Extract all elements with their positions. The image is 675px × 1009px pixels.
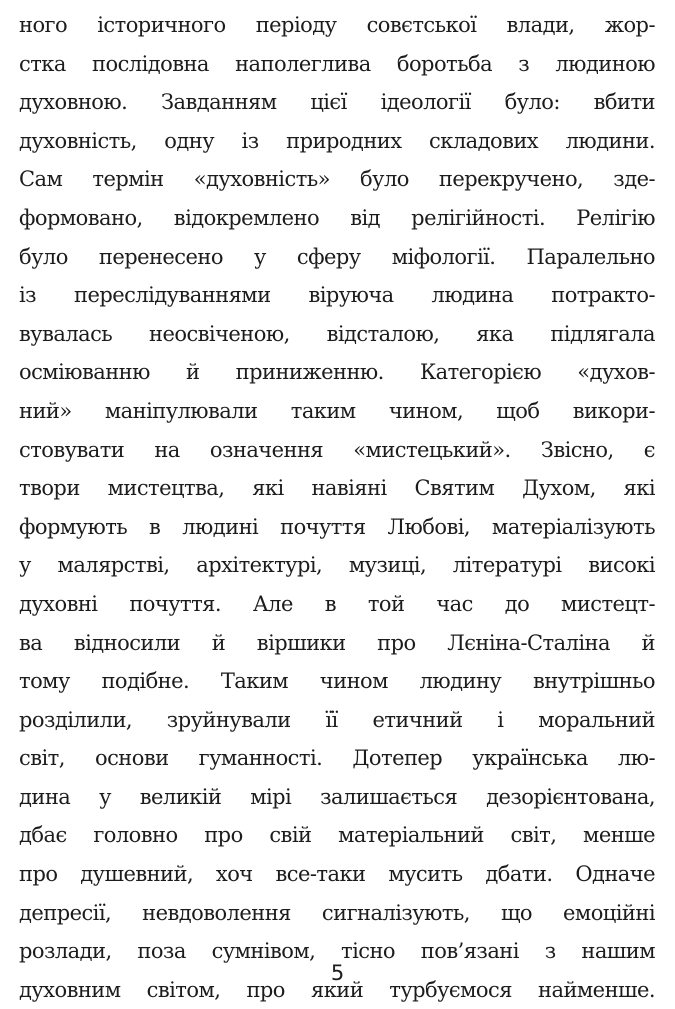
text-line: ного історичного періоду совєтської влади, жор-	[19, 13, 655, 37]
body-text	[19, 6, 655, 1009]
text-line: стовувати на означення «мистецький». Звісно, є	[19, 437, 655, 462]
text-line: Сам термін «духовність» було перекручено, зде-	[19, 167, 655, 192]
text-line: депресії, невдоволення сигналізують, що емоційні	[19, 900, 655, 925]
text-line: тому подібне. Таким чином людину внутрішньо	[19, 669, 655, 694]
text-line: ний» маніпулювали таким чином, щоб викори-	[19, 398, 655, 423]
text-line: духовною. Завданням цієї ідеології було: вбити	[19, 90, 655, 115]
text-line: було перенесено у сферу міфології. Паралельно	[19, 244, 655, 269]
text-line: духовним світом, про який турбуємося найменше.	[19, 977, 655, 1002]
text-line: про душевний, хоч все-таки мусить дбати. Одначе	[19, 862, 655, 887]
text-line: духовні почуття. Але в той час до мистецт-	[19, 591, 655, 616]
text-line: розлади, поза сумнівом, тісно пов’язані з нашим	[19, 939, 655, 964]
text-line: дина у великій мірі залишається дезорієнтована,	[19, 784, 655, 809]
text-line: вувалась неосвіченою, відсталою, яка підлягала	[19, 321, 655, 346]
text-line: осміюванню й приниженню. Категорією «духов-	[19, 360, 655, 385]
text-line: із переслідуваннями віруюча людина потракто-	[19, 283, 655, 308]
page-number: 5	[330, 961, 345, 985]
text-line: формовано, відокремлено від релігійності. Релігію	[19, 205, 655, 230]
text-line: дбає головно про свій матеріальний світ, менше	[19, 823, 655, 848]
text-line: духовність, одну із природних складових людини.	[19, 128, 655, 153]
text-line: світ, основи гуманності. Дотепер українська лю-	[19, 746, 655, 771]
text-line: формують в людині почуття Любові, матеріалізують	[19, 514, 655, 539]
text-line: у малярстві, архітектурі, музиці, літературі високі	[19, 553, 655, 578]
text-line: твори мистецтва, які навіяні Святим Духом, які	[19, 476, 655, 501]
text-line: розділили, зруйнували її етичний і моральний	[19, 707, 655, 732]
text-line: ва відносили й віршики про Лєніна-Сталіна й	[19, 630, 655, 655]
text-line: стка послідовна наполеглива боротьба з людиною	[19, 51, 655, 76]
